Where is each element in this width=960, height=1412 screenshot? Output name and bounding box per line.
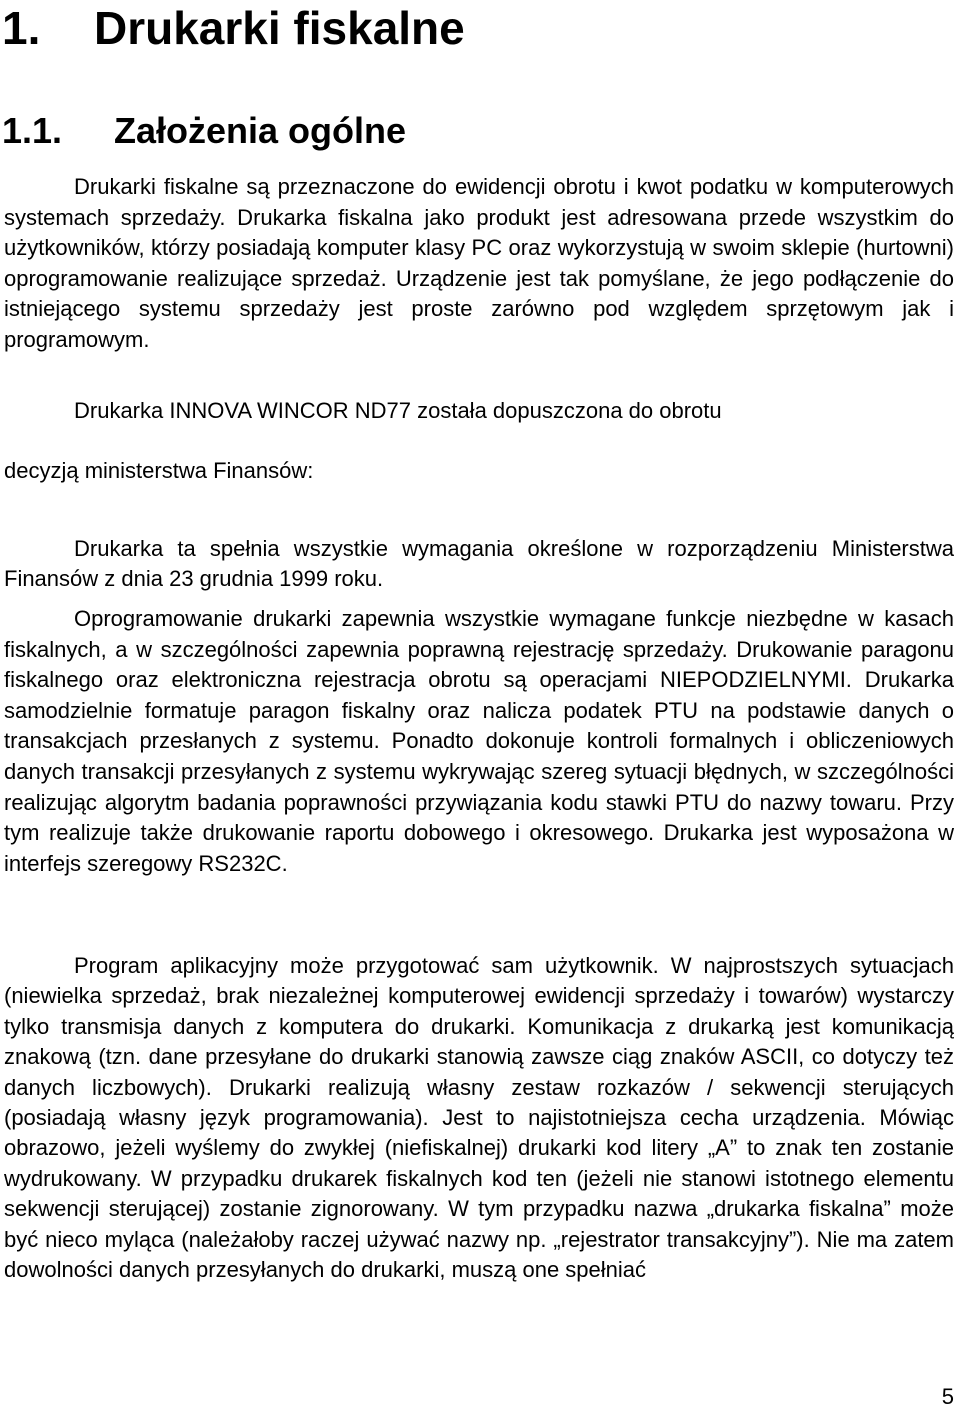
paragraph-decision: decyzją ministerstwa Finansów: — [4, 458, 314, 483]
chapter-heading — [2, 0, 465, 56]
section-title: Założenia ogólne — [114, 110, 407, 151]
paragraph-intro: Drukarki fiskalne są przeznaczone do ewidencji obrotu i kwot podatku w komputerowych systemach sprzedaży. Drukarka fiskalna jako produkt jest adresowana przede wszystkim do użytkowników, którzy posiadają komputer klasy PC oraz wykorzystują w swoim sklepie (hurtowni) oprogramowanie realizujące sprzedaż. Urządzenie jest tak pomyślane, że jego podłączenie do istniejącego systemu sprzedaży jest proste zarówno pod względem sprzętowym jak i programowym. — [4, 174, 954, 352]
paragraph-requirements: Drukarka ta spełnia wszystkie wymagania określone w rozporządzeniu Ministerstwa Finansów z dnia 23 grudnia 1999 roku. — [4, 536, 954, 591]
chapter-title: Drukarki fiskalne — [94, 2, 465, 54]
paragraph-application: Program aplikacyjny może przygotować sam użytkownik. W najprostszych sytuacjach (niewielka sprzedaż, brak niezależnej komputerowej ewidencji sprzedaży i towarów) wystarczy tylko transmisja danych z komputera do drukarki. Komunikacja z drukarką jest komunikacją znakową (tzn. dane przesyłane do drukarki stanowią zawsze ciąg znaków ASCII, co dotyczy też danych liczbowych). Drukarki realizują własny zestaw rozkazów / sekwencji sterujących (posiadają własny język programowania). Jest to najistotniejsza cecha urządzenia. Mówiąc obrazowo, jeżeli wyślemy do zwykłej (niefiskalnej) drukarki kod litery „A” to znak ten zostanie wydrukowany. W przypadku drukarek fiskalnych kod ten (jeżeli nie stanowi istotnego elementu sekwencji sterującej) zostanie zignorowany. W tym przypadku nazwa „drukarka fiskalna” może być nieco myląca (należałoby raczej używać nazwy np. „rejestrator transakcyjny”). Nie ma zatem dowolności danych przesyłanych do drukarki, muszą one spełniać — [4, 953, 954, 1283]
section-heading — [2, 108, 406, 154]
page-number: 5 — [941, 1384, 954, 1409]
chapter-number: 1. — [2, 2, 41, 54]
section-number: 1.1. — [2, 110, 63, 151]
paragraph-approval: Drukarka INNOVA WINCOR ND77 została dopuszczona do obrotu — [74, 398, 722, 423]
paragraph-software: Oprogramowanie drukarki zapewnia wszystkie wymagane funkcje niezbędne w kasach fiskalnych, a w szczególności zapewnia poprawną rejestrację sprzedaży. Drukowanie paragonu fiskalnego oraz elektroniczna rejestracja obrotu są operacjami NIEPODZIELNYMI. Drukarka samodzielnie formatuje paragon fiskalny oraz nalicza podatek PTU na podstawie danych o transakcjach przesłanych z systemu. Ponadto dokonuje kontroli formalnych i obliczeniowych danych transakcji przesyłanych z systemu wykrywając szereg sytuacji błędnych, w szczególności realizując algorytm badania poprawności przywiązania kodu stawki PTU do nazwy towaru. Przy tym realizuje także drukowanie raportu dobowego i okresowego. Drukarka jest wyposażona w interfejs szeregowy RS232C. — [4, 606, 954, 876]
